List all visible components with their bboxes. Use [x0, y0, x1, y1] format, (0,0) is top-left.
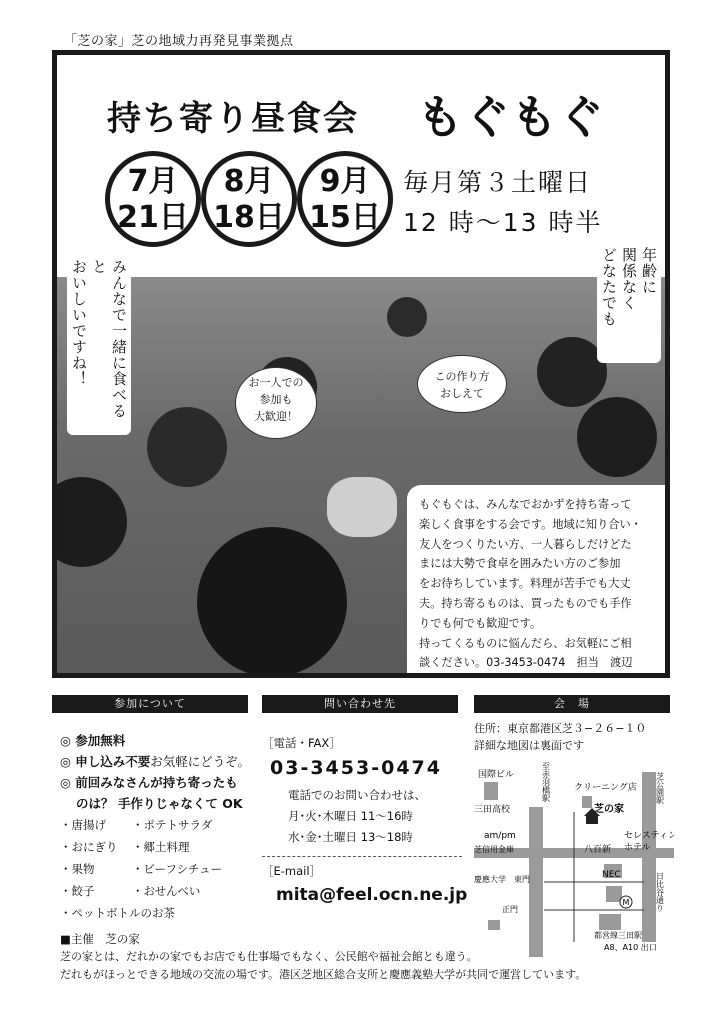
date-july	[105, 151, 201, 247]
svg-text:慶應大学 東門: 慶應大学 東門	[474, 875, 530, 884]
svg-text:芝信用金庫: 芝信用金庫	[474, 845, 514, 854]
svg-text:ホテル: ホテル	[624, 843, 651, 853]
phone-label: ［電話・FAX］	[262, 736, 341, 750]
date-day: 21日	[117, 200, 189, 235]
access-map	[474, 752, 674, 957]
free-entry: ◎ 参加無料	[60, 733, 126, 748]
venue-address: 住所：東京都港区芝３−２６−１０ 詳細な地図は裏面です	[474, 722, 647, 752]
last-time-question: ◎ 前回みなさんが持ち寄ったも	[60, 775, 238, 790]
date-month: 7月	[127, 164, 179, 199]
phone-note: 電話でのお問い合わせは、	[288, 788, 426, 802]
svg-text:都営線三田駅: 都営線三田駅	[594, 931, 642, 940]
speech-bubble-recipe: この作り方 おしえて	[417, 355, 507, 413]
event-title: 持ち寄り昼食会	[107, 99, 359, 139]
svg-text:A8、A10 出口: A8、A10 出口	[604, 943, 657, 952]
no-signup: ◎ 申し込み不要	[60, 754, 151, 769]
food-row: ・餃子 ・おせんべい	[60, 884, 201, 898]
hours-weekday-1: 月･火･木曜日 11〜16時	[288, 809, 413, 823]
svg-text:日比谷通り: 日比谷通り	[655, 872, 665, 912]
svg-text:NEC: NEC	[602, 870, 621, 880]
footer-line-1: 芝の家とは、だれかの家でもお店でも仕事場でもなく、公民館や福祉会館とも違う。	[60, 950, 478, 963]
svg-text:am/pm: am/pm	[484, 831, 516, 841]
svg-text:芝公園駅: 芝公園駅	[655, 772, 665, 804]
section-participation-heading: 参加について	[52, 695, 248, 713]
map-note: 詳細な地図は裏面です	[474, 739, 584, 752]
schedule-time: 12 時〜13 時半	[403, 208, 603, 237]
vertical-message-right: 年齢に 関係なく どなたでも	[597, 243, 661, 363]
food-row: ・唐揚げ ・ポテトサラダ	[60, 818, 213, 832]
participation-list: ◎ 参加無料 ◎ 申し込み不要お気軽にどうぞ。 ◎ 前回みなさんが持ち寄ったも のは？ 手作りじゃなくて OK ・唐揚げ ・ポテトサラダ ・おにぎり ・郷土料理 ・果物 ・ビーフシチュー ・餃子 ・おせんべい ・ペットボトルのお茶	[60, 730, 260, 924]
svg-text:三田高校: 三田高校	[474, 805, 511, 815]
section-contact-heading: 問い合わせ先	[262, 695, 458, 713]
svg-text:芝の家: 芝の家	[594, 804, 624, 815]
org-header: 「芝の家」芝の地域力再発見事業拠点	[64, 34, 294, 49]
svg-text:クリーニング店: クリーニング店	[574, 783, 637, 793]
food-row: ・おにぎり ・郷土料理	[60, 840, 190, 854]
poster-frame	[52, 50, 670, 678]
section-venue-heading: 会 場	[474, 695, 670, 713]
phone-number[interactable]: 03-3453-0474	[270, 757, 442, 779]
host: ■主催 芝の家	[60, 932, 140, 946]
date-august	[201, 151, 297, 247]
food-row: ・果物 ・ビーフシチュー	[60, 862, 223, 876]
date-day: 18日	[213, 200, 285, 235]
email-label: ［E-mail］	[262, 856, 462, 879]
schedule-day: 毎月第３土曜日	[403, 168, 593, 197]
description-box: もぐもぐは、みんなでおかずを持ち寄って 楽しく食事をする会です。地域に知り合い・ 友人をつくりたい方、一人暮らしだけどた まには大勢で食卓を囲みたい方のご参加 をお待ちしています。料理が苦手でも大丈 夫。持ち寄るものは、買ったものでも手作 りでも何でも歓迎です。 持ってくるものに悩んだら、お気軽にご相 談ください。03-3453-0474 担当 渡辺	[407, 485, 669, 675]
svg-text:正門: 正門	[502, 905, 518, 914]
footer-line-2: だれもがほっとできる地域の交流の場です。港区芝地区総合支所と慶應義塾大学が共同で運営しています。	[60, 968, 587, 981]
metro-icon: M	[622, 898, 630, 907]
date-day: 15日	[309, 200, 381, 235]
svg-text:国際ビル: 国際ビル	[478, 770, 515, 780]
email-address[interactable]: mita@feel.ocn.ne.jp	[276, 885, 468, 905]
svg-text:至赤羽橋駅: 至赤羽橋駅	[541, 762, 551, 802]
vertical-message-left: みんなで一緒に食べると おいしいですね！	[67, 255, 131, 435]
date-month: 9月	[319, 164, 371, 199]
hours-weekday-2: 水･金･土曜日 13〜18時	[288, 830, 413, 844]
food-row: ・ペットボトルのお茶	[60, 906, 175, 920]
speech-bubble-welcome: お一人での 参加も 大歓迎！	[235, 367, 317, 439]
svg-text:セレスティン: セレスティン	[624, 831, 674, 841]
schedule	[403, 163, 603, 243]
date-month: 8月	[223, 164, 275, 199]
event-name: もぐもぐ	[417, 90, 605, 144]
contact-info	[262, 735, 468, 905]
date-september	[297, 151, 393, 247]
svg-text:八百新: 八百新	[584, 845, 612, 855]
footer	[60, 930, 586, 984]
